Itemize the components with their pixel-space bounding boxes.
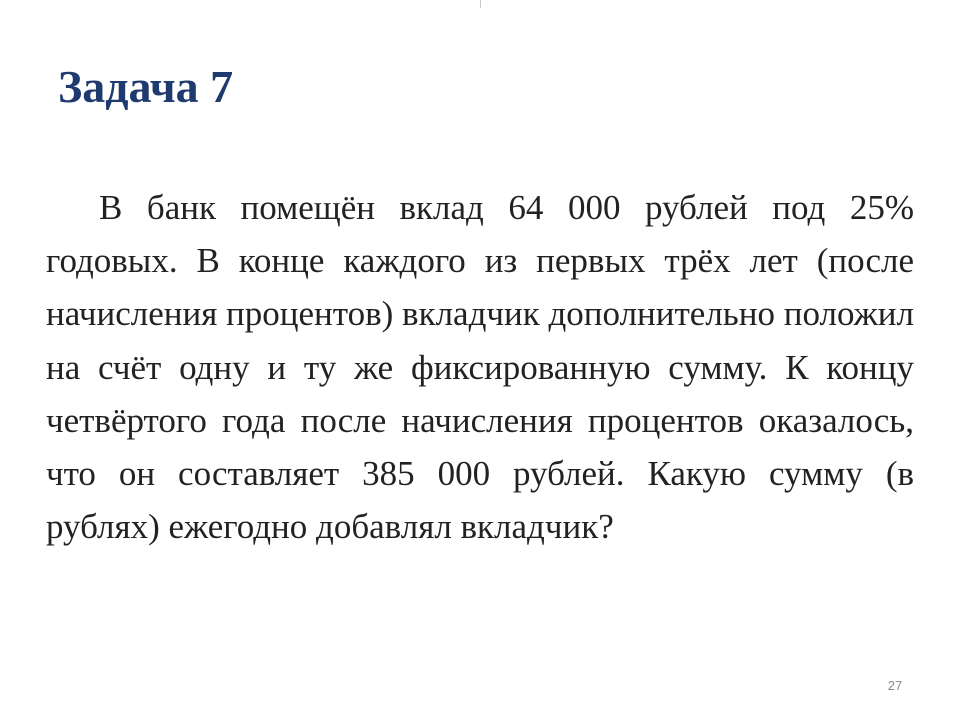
top-divider bbox=[480, 0, 481, 8]
problem-text: В банк помещён вклад 64 000 рублей под 25% годовых. В конце каждого из первых трёх лет (после начисления процентов) вкладчик дополнительно положил на счёт одну и ту же фиксированную сумму. К концу четвёртого года после начисления процентов оказалось, что он составляет 385 000 рублей. Какую сумму (в рублях) ежегодно добавлял вкладчик? bbox=[46, 188, 914, 547]
page-number: 27 bbox=[887, 678, 903, 693]
slide-title: Задача 7 bbox=[58, 61, 234, 112]
